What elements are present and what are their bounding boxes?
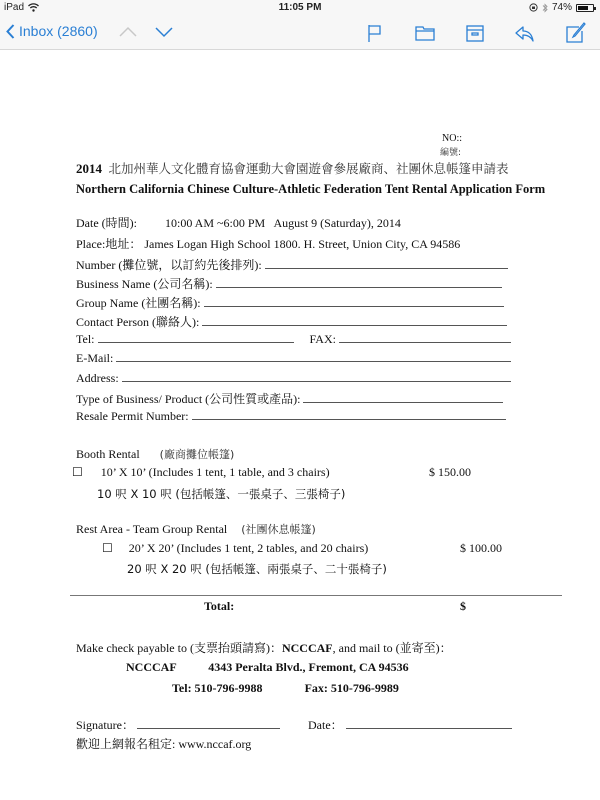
booth-price: $ 150.00 — [429, 465, 471, 479]
device-name: iPad — [4, 2, 25, 13]
mail-address-row — [126, 660, 409, 675]
archive-icon[interactable] — [464, 22, 486, 44]
rest-option-cn-text: 20 呎 X 20 呎 (包括帳篷、兩張桌子、二十張椅子) — [127, 562, 387, 576]
email-field[interactable] — [116, 351, 511, 362]
booth-heading-cn: (廠商攤位帳篷) — [159, 448, 235, 461]
signature-field[interactable] — [137, 718, 280, 729]
place-value: James Logan High School 1800. H. Street, Union City, CA 94586 — [144, 237, 461, 251]
mail-tel: Tel: 510-796-9988 — [172, 681, 263, 695]
booth-rental-heading — [76, 446, 234, 462]
date-row — [76, 214, 401, 231]
total-label: Total: — [204, 599, 235, 613]
contact-person-row — [76, 313, 507, 330]
form-title-cn — [76, 159, 509, 177]
attachment-document — [0, 51, 600, 800]
clock: 11:05 PM — [278, 2, 322, 13]
title-year: 2014 — [76, 161, 102, 176]
business-name-field[interactable] — [216, 277, 502, 288]
rest-price: $ 100.00 — [460, 541, 502, 555]
mail-org: NCCCAF — [126, 660, 177, 674]
booth-heading-en: Booth Rental — [76, 447, 140, 461]
signature-label: Signature： — [76, 718, 134, 732]
date-value: 10:00 AM ~6:00 PM August 9 (Saturday), 2014 — [164, 216, 401, 230]
reply-icon[interactable] — [514, 22, 536, 44]
previous-message-button[interactable] — [118, 24, 138, 40]
booth-checkbox[interactable]: ☐ — [72, 465, 83, 479]
website-row[interactable]: 歡迎上網報名租定: www.nccaf.org — [76, 737, 252, 751]
status-bar — [0, 0, 600, 16]
type-of-business-field[interactable] — [303, 392, 503, 403]
payable-prefix: Make check payable to (支票抬頭請寫)： — [76, 641, 282, 655]
business-name-row — [76, 275, 502, 292]
rest-heading-en: Rest Area - Team Group Rental — [76, 522, 228, 536]
rest-option-en: 20’ X 20’ (Includes 1 tent, 2 tables, and 20 chairs) — [128, 541, 369, 555]
folder-icon[interactable] — [414, 22, 436, 44]
mail-address: 4343 Peralta Blvd., Fremont, CA 94536 — [208, 660, 409, 674]
battery-percent: 74% — [551, 2, 572, 13]
payable-suffix: , and mail to (並寄至)： — [332, 641, 452, 655]
booth-option-cn — [97, 486, 345, 502]
number-field-row — [76, 256, 508, 273]
rest-area-heading — [76, 521, 316, 537]
form-title-en: Northern California Chinese Culture-Athletic Federation Tent Rental Application Form — [76, 182, 546, 196]
group-name-row — [76, 294, 504, 311]
number-field[interactable] — [265, 258, 508, 269]
tel-field[interactable] — [98, 332, 294, 343]
back-to-inbox-button[interactable] — [6, 23, 98, 39]
signature-row — [76, 716, 512, 733]
title-cn-text: 北加州華人文化體育協會運動大會園遊會參展廠商、社團休息帳篷申請表 — [108, 161, 509, 176]
date-label: Date (時間): — [76, 216, 137, 230]
address-field[interactable] — [122, 371, 511, 382]
type-of-business-label: Type of Business/ Product (公司性質或產品): — [76, 392, 301, 406]
contact-person-label: Contact Person (聯絡人): — [76, 315, 200, 329]
group-name-field[interactable] — [204, 296, 504, 307]
flag-icon[interactable] — [364, 22, 386, 44]
booth-option-cn-text: 10 呎 X 10 呎 (包括帳篷、一張桌子、三張椅子) — [97, 487, 346, 501]
booth-option-row — [72, 465, 330, 480]
payable-row — [76, 639, 452, 656]
rest-option-row — [102, 541, 368, 556]
date2-field[interactable] — [346, 718, 512, 729]
rest-checkbox[interactable]: ☐ — [102, 541, 113, 555]
fax-field[interactable] — [339, 332, 511, 343]
mail-fax: Fax: 510-796-9989 — [304, 681, 399, 695]
type-of-business-row — [76, 390, 503, 407]
place-label: Place:地址： — [76, 237, 142, 251]
chevron-left-icon — [6, 24, 15, 39]
email-row — [76, 351, 511, 366]
next-message-button[interactable] — [154, 24, 174, 40]
mail-nav-bar — [0, 16, 600, 50]
rotation-lock-icon — [529, 3, 538, 12]
group-name-label: Group Name (社團名稱): — [76, 296, 201, 310]
address-row — [76, 371, 511, 386]
bluetooth-icon — [542, 3, 548, 13]
fax-label: FAX: — [309, 332, 336, 346]
contact-person-field[interactable] — [202, 315, 507, 326]
battery-icon — [576, 4, 594, 12]
rest-heading-cn: (社團休息帳篷) — [241, 523, 316, 536]
payable-name: NCCCAF — [281, 641, 333, 655]
address-label: Address: — [76, 371, 119, 385]
total-divider — [70, 595, 562, 596]
email-label: E-Mail: — [76, 351, 114, 365]
booth-option-en: 10’ X 10’ (Includes 1 tent, 1 table, and 3 chairs) — [100, 465, 330, 479]
resale-permit-field[interactable] — [192, 409, 506, 420]
back-label: Inbox (2860) — [19, 23, 98, 39]
resale-permit-row — [76, 409, 506, 424]
form-number-label-cn: 編號: — [440, 148, 462, 158]
rest-option-cn — [127, 561, 387, 577]
total-currency: $ — [460, 599, 466, 613]
mail-contact-row — [172, 681, 399, 696]
resale-permit-label: Resale Permit Number: — [76, 409, 189, 423]
tel-fax-row — [76, 332, 511, 347]
tel-label: Tel: — [76, 332, 95, 346]
compose-icon[interactable] — [564, 22, 586, 44]
date2-label: Date： — [308, 718, 343, 732]
business-name-label: Business Name (公司名稱): — [76, 277, 213, 291]
number-label: Number (攤位號，以訂約先後排列): — [76, 258, 262, 272]
place-row — [76, 235, 460, 252]
form-number-label: NO:: — [442, 133, 462, 144]
